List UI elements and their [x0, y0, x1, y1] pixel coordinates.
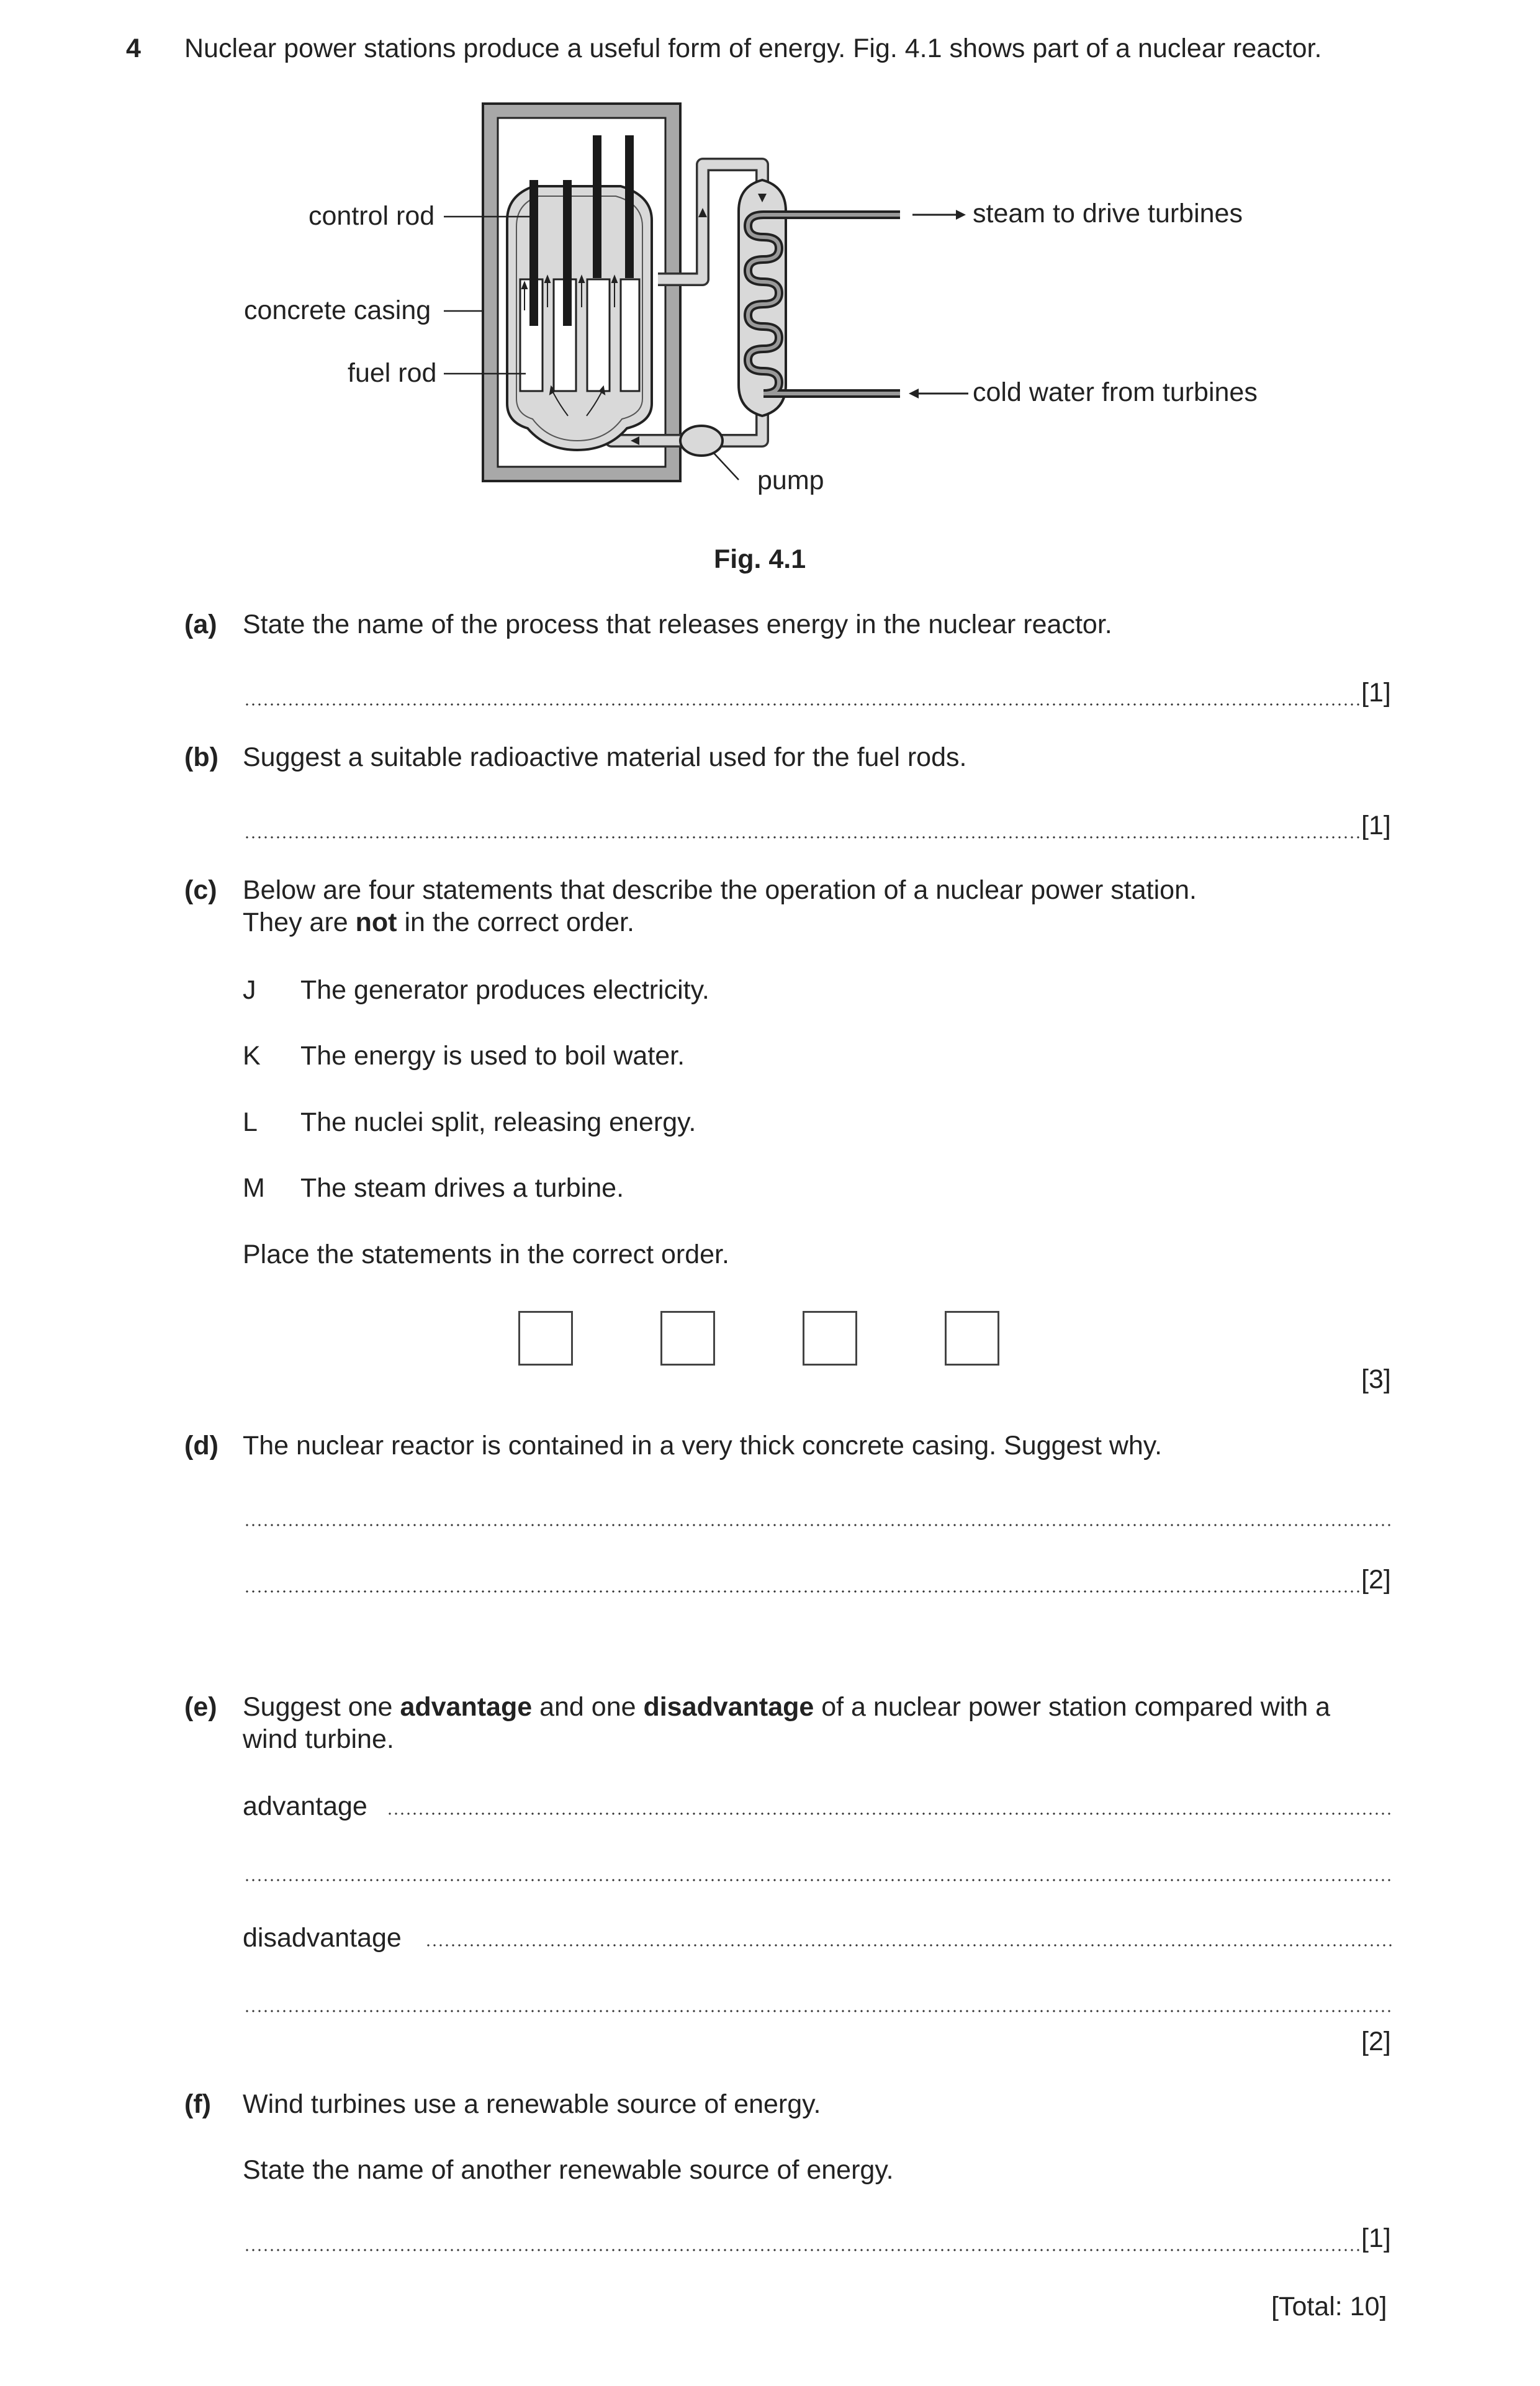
part-e-b2: disadvantage	[643, 1692, 814, 1722]
answer-line-disadvantage-2[interactable]	[244, 2010, 1392, 2012]
figure-caption: Fig. 4.1	[714, 544, 806, 574]
answer-line-b[interactable]	[244, 836, 1359, 839]
answer-line-a[interactable]	[244, 703, 1359, 706]
statement-text: The steam drives a turbine.	[300, 1173, 624, 1203]
part-f-text1: Wind turbines use a renewable source of energy.	[243, 2089, 821, 2119]
order-box-4[interactable]	[945, 1311, 999, 1366]
label-concrete-casing: concrete casing	[244, 295, 431, 325]
statement-letter: J	[243, 975, 256, 1005]
statement-text: The energy is used to boil water.	[300, 1041, 685, 1071]
label-control-rod: control rod	[308, 201, 435, 231]
part-b-label: (b)	[184, 742, 218, 772]
part-d-label: (d)	[184, 1431, 218, 1461]
part-c-label: (c)	[184, 875, 217, 905]
disadvantage-label: disadvantage	[243, 1923, 402, 1953]
part-b-marks: [1]	[1361, 811, 1391, 840]
part-a-marks: [1]	[1361, 678, 1391, 708]
part-e-line1	[243, 1691, 1330, 1724]
part-f-text2: State the name of another renewable source of energy.	[243, 2155, 894, 2185]
part-e-b1: advantage	[400, 1692, 533, 1722]
question-number: 4	[126, 34, 141, 63]
statement-text: The nuclei split, releasing energy.	[300, 1107, 696, 1137]
answer-line-advantage-1[interactable]	[387, 1812, 1392, 1815]
order-box-1[interactable]	[518, 1311, 573, 1366]
order-box-2[interactable]	[660, 1311, 715, 1366]
answer-line-disadvantage-1[interactable]	[425, 1944, 1392, 1947]
part-a-label: (a)	[184, 610, 217, 639]
statement-letter: M	[243, 1173, 265, 1203]
answer-line-f[interactable]	[244, 2249, 1359, 2251]
part-e-line2: wind turbine.	[243, 1724, 394, 1754]
label-steam: steam to drive turbines	[973, 199, 1243, 228]
label-fuel-rod: fuel rod	[348, 358, 437, 388]
part-f-label: (f)	[184, 2089, 211, 2119]
statement-text: The generator produces electricity.	[300, 975, 709, 1005]
part-c-line1: Below are four statements that describe the operation of a nuclear power station.	[243, 875, 1197, 905]
advantage-label: advantage	[243, 1791, 367, 1821]
statement-letter: L	[243, 1107, 258, 1137]
answer-line-advantage-2[interactable]	[244, 1879, 1392, 1881]
part-c-line2	[243, 906, 634, 940]
statement-letter: K	[243, 1041, 261, 1071]
part-e-label: (e)	[184, 1692, 217, 1722]
part-b-text: Suggest a suitable radioactive material used for the fuel rods.	[243, 742, 967, 772]
part-c-instruction: Place the statements in the correct order.	[243, 1240, 729, 1269]
answer-line-d2[interactable]	[244, 1590, 1359, 1593]
part-c-line2-post: in the correct order.	[397, 907, 634, 937]
question-intro: Nuclear power stations produce a useful form of energy. Fig. 4.1 shows part of a nuclear reactor.	[184, 34, 1322, 63]
part-d-text: The nuclear reactor is contained in a very thick concrete casing. Suggest why.	[243, 1431, 1163, 1461]
part-f-marks: [1]	[1361, 2223, 1391, 2253]
part-e-t2: and one	[532, 1692, 644, 1722]
part-e-marks: [2]	[1361, 2027, 1391, 2056]
part-e-t1: Suggest one	[243, 1692, 400, 1722]
answer-line-d1[interactable]	[244, 1524, 1392, 1526]
part-e-t3: of a nuclear power station compared with a	[814, 1692, 1331, 1722]
part-c-line2-bold: not	[355, 907, 397, 937]
part-a-text: State the name of the process that releases energy in the nuclear reactor.	[243, 610, 1112, 639]
total-marks: [Total: 10]	[1271, 2292, 1387, 2321]
part-d-marks: [2]	[1361, 1565, 1391, 1595]
part-c-marks: [3]	[1361, 1364, 1391, 1394]
part-c-line2-pre: They are	[243, 907, 356, 937]
label-pump: pump	[757, 466, 824, 495]
order-box-3[interactable]	[803, 1311, 857, 1366]
label-cold-water: cold water from turbines	[973, 377, 1258, 407]
